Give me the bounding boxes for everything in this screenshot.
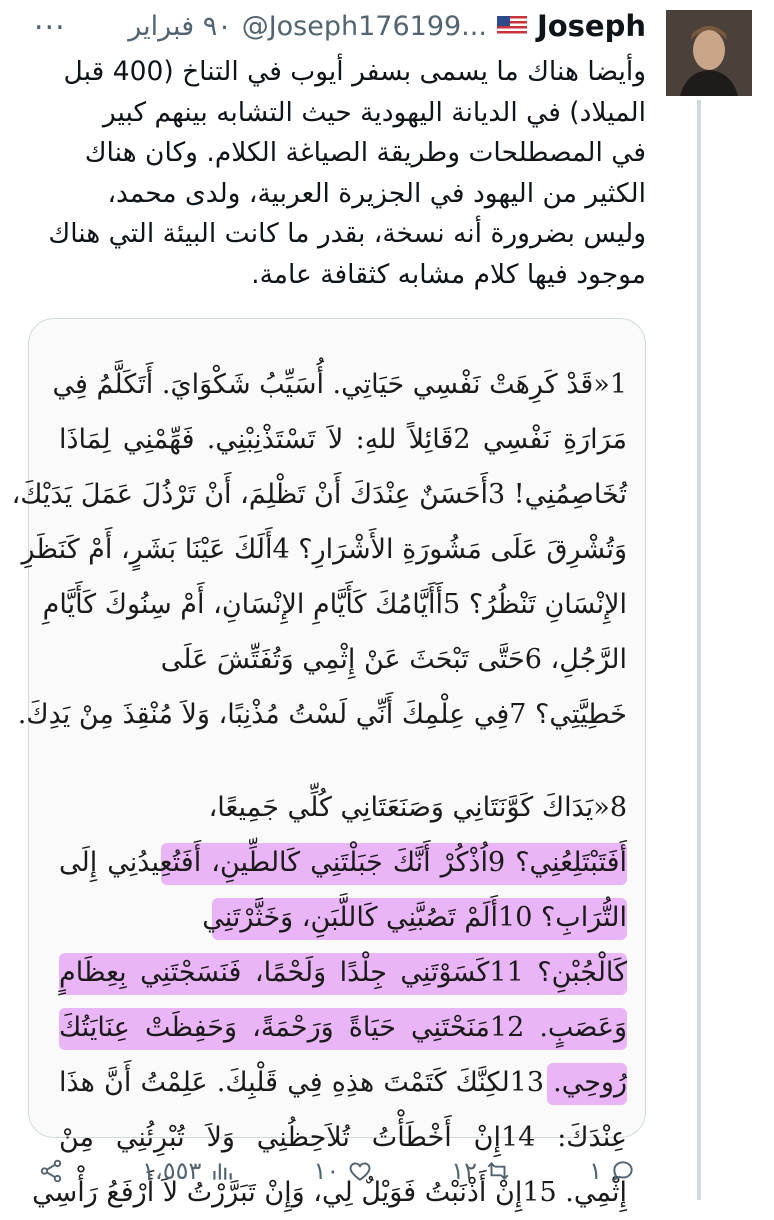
author-name[interactable]: Joseph xyxy=(536,9,646,43)
scan-line-highlighted: وَعَصَبٍ. 12مَنَحْتَنِي حَيَاةً وَرَحْمَةً، وَحَفِظَتْ عِنَايَتُكَ xyxy=(59,1000,627,1055)
thread-line xyxy=(697,100,701,1200)
scan-line: 8«يَدَاكَ كَوَّنَتَانِي وَصَنَعَتَانِي كُلِّي جَمِيعًا، xyxy=(208,792,627,823)
avatar-photo xyxy=(666,10,752,96)
scan-line: وَتُشْرِقَ عَلَى مَشُورَةِ الأَشْرَارِ؟ 4أَلَكَ عَيْنَا بَشَرٍ، أَمْ كَنَظَرِ xyxy=(21,534,627,565)
avatar[interactable] xyxy=(666,10,752,96)
tweet-header xyxy=(128,6,646,46)
heart-icon xyxy=(347,1158,373,1184)
retweet-button[interactable] xyxy=(451,1157,511,1185)
like-count: ١٠ xyxy=(313,1157,340,1185)
scan-line-highlighted: التُّرَابِ؟ 10أَلَمْ تَصُبَّنِي كَاللَّبَنِ، وَخَثَّرْتَنِي xyxy=(59,890,627,945)
scanned-page xyxy=(11,357,627,1220)
scan-line-highlighted: رُوحِي. 13لكِنَّكَ كَتَمْتَ هذِهِ فِي قَلْبِكَ. عَلِمْتُ أَنَّ هذَا xyxy=(59,1055,627,1110)
retweet-icon xyxy=(485,1158,511,1184)
reply-icon xyxy=(610,1158,636,1184)
scan-line: الإِنْسَانِ تَنْظُرُ؟ 5أَأَيَّامُكَ كَأَيَّامِ الإِنْسَانِ، أَمْ سِنُوكَ كَأَيَّامِ xyxy=(42,589,627,620)
more-options-icon[interactable]: ... xyxy=(34,2,66,37)
tweet-timestamp[interactable]: ٩٠ فبراير xyxy=(128,10,232,42)
reply-count: ١ xyxy=(589,1157,602,1185)
views-chart-icon xyxy=(209,1158,235,1184)
share-button[interactable] xyxy=(38,1158,64,1184)
views-count: ١،٥٥٣ xyxy=(142,1157,202,1185)
scan-line: 1«قَدْ كَرِهَتْ نَفْسِي حَيَاتِي. أُسَيِّبُ شَكْوَايَ. أَتَكَلَّمُ فِي xyxy=(52,369,627,400)
tweet-actions xyxy=(28,1142,646,1200)
scan-line: الرَّجُلِ، 6حَتَّى تَبْحَثَ عَنْ إِثْمِي وَتُفَتِّشَ عَلَى xyxy=(160,644,627,675)
reply-button[interactable] xyxy=(589,1157,636,1185)
scan-line-highlighted: كَالْجُبْنِ؟ 11كَسَوْتَنِي جِلْدًا وَلَحْمًا، فَنَسَجْتَنِي بِعِظَامٍ xyxy=(59,945,627,1000)
retweet-count: ١٢ xyxy=(451,1157,478,1185)
tweet-text: وأيضا هناك ما يسمى بسفر أيوب في التناخ (400 قبل الميلاد) في الديانة اليهودية حيث التشابه بينهم كبير في المصطلحات وطريقة الصياغة الكلام. وكان هناك الكثير من اليهود في الجزيرة العربية، ولدى محمد، وليس بضرورة أنه نسخة، بقدر ما كانت البيئة التي هناك موجود فيها كلام مشابه كثقافة عامة. xyxy=(48,56,646,290)
us-flag-icon xyxy=(497,16,527,36)
views-button[interactable] xyxy=(142,1157,235,1185)
scan-line: تُخَاصِمُنِي! 3أَحَسَنٌ عِنْدَكَ أَنْ تَظْلِمَ، أَنْ تَرْذُلَ عَمَلَ يَدَيْكَ، xyxy=(11,479,627,510)
share-icon xyxy=(38,1158,64,1184)
scan-line: إِثْمِي. 15إِنْ أَذْنَبْتُ فَوَيْلٌ لِي، وَإِنْ تَبَرَّرْتُ لاَ أَرْفَعُ رَأْسِي xyxy=(32,1177,627,1208)
author-handle[interactable]: @Joseph176199... xyxy=(241,10,487,42)
like-button[interactable] xyxy=(313,1157,373,1185)
scan-line-highlighted: أَفَتَبْتَلِعُنِي؟ 9اُذْكُرْ أَنَّكَ جَبَلْتَنِي كَالطِّينِ، أَفَتُعِيدُنِي إِلَى xyxy=(59,835,627,890)
tweet[interactable] xyxy=(11,0,646,1208)
scan-line: خَطِيَّتِي؟ 7فِي عِلْمِكَ أَنِّي لَسْتُ مُذْنِبًا، وَلاَ مُنْقِذَ مِنْ يَدِكَ. xyxy=(17,699,627,730)
scan-line: مَرَارَةِ نَفْسِي 2قَائِلاً للهِ: لاَ تَسْتَذْنِبْنِي. فَهِّمْنِي لِمَاذَا xyxy=(59,424,627,455)
scan-line: عِنْدَكَ: 14إِنْ أَخْطَأْتُ تُلاَحِظُنِي وَلاَ تُبْرِئُنِي مِنْ xyxy=(59,1122,627,1153)
